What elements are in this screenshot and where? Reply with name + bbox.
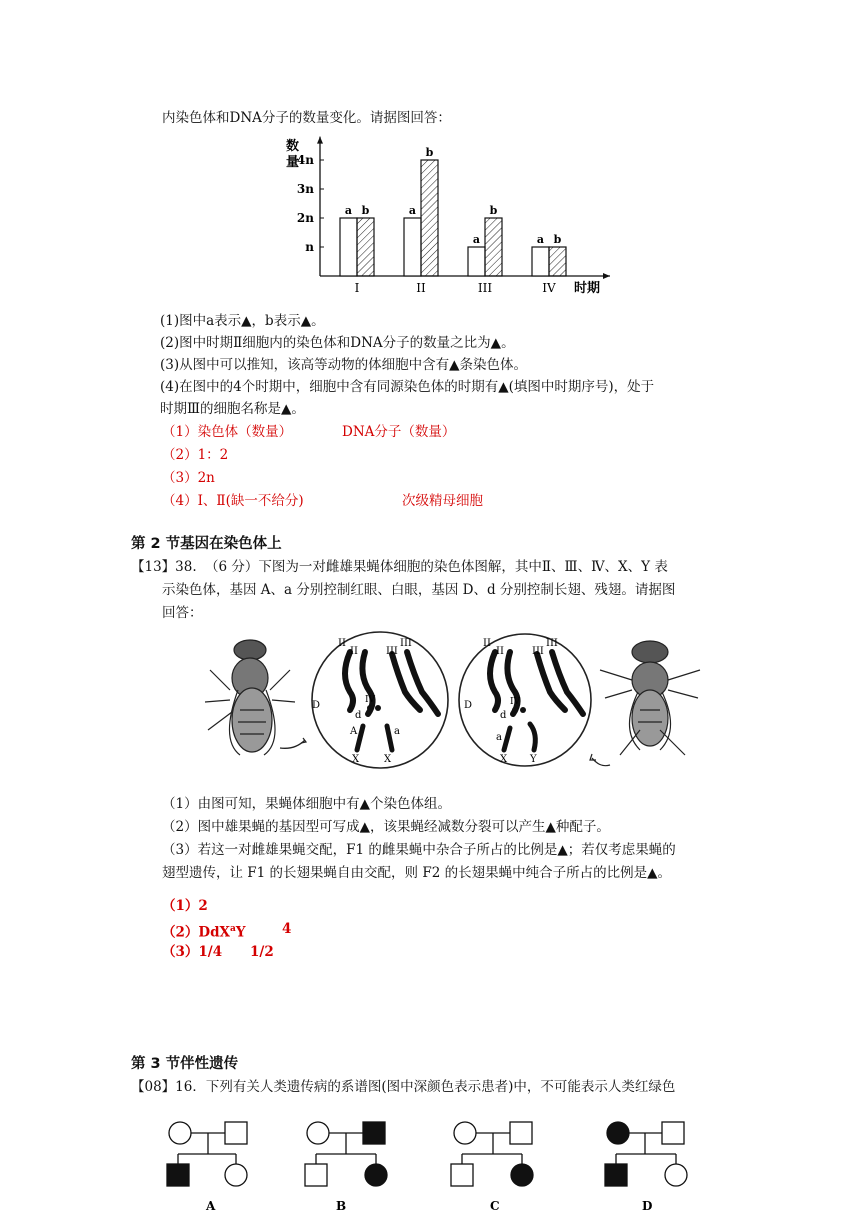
- section-3-title: 第 3 节伴性遗传: [131, 1056, 239, 1072]
- label-IV-b: IV: [510, 697, 521, 707]
- q1-line-1: (1)图中a表示▲，b表示▲。: [160, 313, 325, 329]
- answer-2: （2）1：2: [162, 447, 229, 463]
- q38-answer-2b: 4: [282, 921, 292, 937]
- x-axis-arrow: [603, 273, 610, 279]
- fruit-fly-chromosome-figure: [200, 630, 720, 780]
- label-X-2: X: [384, 754, 392, 765]
- x-tick-label: III: [477, 281, 493, 295]
- label-IV: IV: [365, 695, 376, 705]
- label-II-d: II: [496, 646, 504, 657]
- intro-line: 内染色体和DNA分子的数量变化。请据图回答：: [162, 110, 451, 126]
- bar-label-a: a: [408, 204, 417, 217]
- pedigree-label-b: B: [336, 1199, 347, 1213]
- label-D: D: [312, 700, 321, 711]
- bar-b: [421, 160, 438, 276]
- female-fly-drawing: [205, 640, 306, 755]
- q38-sub-4: 翅型遗传，让 F1 的长翅果蝇自由交配，则 F2 的长翅果蝇中纯合子所占的比例是▲。: [162, 865, 671, 881]
- x-tick-label: I: [354, 281, 360, 295]
- bar-label-b: b: [489, 204, 498, 217]
- bar-b: [485, 218, 502, 276]
- pedigree-label-a: A: [206, 1199, 216, 1213]
- answer-2-superscript: a: [230, 924, 236, 934]
- label-X-1: X: [352, 754, 360, 765]
- label-A: A: [350, 726, 358, 737]
- label-III-b: III: [400, 638, 412, 649]
- q38-sub-3: （3）若这一对雌雄果蝇交配，F1 的雌果蝇中杂合子所占的比例是▲；若仅考虑果蝇的: [162, 842, 676, 858]
- answer-1a: （1）染色体（数量）: [162, 424, 293, 440]
- label-II-c: II: [483, 638, 491, 649]
- bar-label-b: b: [425, 146, 434, 159]
- female-karyotype-circle: [312, 632, 448, 768]
- label-d: d: [355, 710, 362, 721]
- q1-line-2: (2)图中时期Ⅱ细胞内的染色体和DNA分子的数量之比为▲。: [160, 335, 515, 351]
- q38-line-3: 回答：: [162, 605, 203, 621]
- label-D-b: D: [464, 700, 473, 711]
- answer-4a: （4）Ⅰ、Ⅱ(缺一不给分): [162, 493, 304, 509]
- label-a: a: [394, 726, 400, 737]
- q16-line: 【08】16．下列有关人类遗传病的系谱图(图中深颜色表示患者)中，不可能表示人类红绿色: [131, 1079, 676, 1095]
- answer-4b: 次级精母细胞: [402, 493, 483, 509]
- section-2-title: 第 2 节基因在染色体上: [131, 536, 282, 552]
- q38-sub-2: （2）图中雄果蝇的基因型可写成▲，该果蝇经减数分裂可以产生▲种配子。: [162, 819, 610, 835]
- q38-sub-1: （1）由图可知，果蝇体细胞中有▲个染色体组。: [162, 796, 451, 812]
- label-III-a: III: [386, 646, 398, 657]
- label-II-a: II: [338, 638, 346, 649]
- q1-line-4: (4)在图中的4个时期中，细胞中含有同源染色体的时期有▲(填图中时期序号)，处于: [160, 379, 655, 395]
- pedigree-figure: [150, 1114, 710, 1214]
- q1-line-5: 时期Ⅲ的细胞名称是▲。: [160, 401, 305, 417]
- q1-line-3: (3)从图中可以推知，该高等动物的体细胞中含有▲条染色体。: [160, 357, 528, 373]
- y-tick-label: 4n: [296, 153, 314, 167]
- label-X-3: X: [500, 754, 508, 765]
- pedigree-label-c: C: [490, 1199, 500, 1213]
- bar-a: [340, 218, 357, 276]
- answer-1b: DNA分子（数量）: [342, 424, 456, 440]
- pedigree-label-d: D: [642, 1199, 653, 1213]
- bar-label-a: a: [344, 204, 353, 217]
- label-II-b: II: [350, 646, 358, 657]
- y-axis-arrow: [317, 137, 323, 144]
- y-axis-label-1: 数: [286, 139, 300, 154]
- label-III-d: III: [546, 638, 558, 649]
- q38-answer-3a: （3）1/4: [162, 944, 223, 960]
- male-fly-drawing: [590, 641, 700, 766]
- y-tick-label: 3n: [296, 182, 314, 196]
- q38-line-2: 示染色体，基因 A、a 分别控制红眼、白眼，基因 D、d 分别控制长翅、残翅。请据图: [162, 582, 676, 598]
- bar-a: [468, 247, 485, 276]
- q38-answer-3b: 1/2: [250, 944, 274, 960]
- pedigree-c: [451, 1122, 533, 1186]
- label-III-c: III: [532, 646, 544, 657]
- y-tick-label: n: [305, 240, 314, 254]
- bar-b: [357, 218, 374, 276]
- pedigree-d: [605, 1122, 687, 1186]
- bar-chart: [282, 136, 622, 301]
- bar-label-b: b: [553, 233, 562, 246]
- pedigree-a: [167, 1122, 247, 1186]
- bar-label-b: b: [361, 204, 370, 217]
- bar-b: [549, 247, 566, 276]
- x-tick-label: II: [416, 281, 426, 295]
- pedigree-b: [305, 1122, 387, 1186]
- x-tick-label: IV: [542, 281, 556, 295]
- q38-tag: 【13】38.: [131, 559, 197, 575]
- answer-2-genotype-end: Y: [235, 924, 246, 941]
- label-a-b: a: [496, 732, 502, 743]
- label-Y: Y: [530, 754, 537, 765]
- y-tick-label: 2n: [296, 211, 314, 225]
- male-karyotype-circle: [459, 634, 591, 766]
- y-axis-label-2: 量: [286, 155, 300, 170]
- q38-line-1: （6 分）下图为一对雌雄果蝇体细胞的染色体图解，其中Ⅱ、Ⅲ、Ⅳ、X、Y 表: [205, 559, 668, 575]
- answer-2-genotype: （2）DdX: [162, 924, 231, 941]
- q38-answer-2: [162, 919, 246, 943]
- bar-label-a: a: [536, 233, 545, 246]
- bar-a: [532, 247, 549, 276]
- answer-3: （3）2n: [162, 470, 215, 486]
- bar-a: [404, 218, 421, 276]
- x-axis-label: 时期: [574, 281, 601, 296]
- label-d-b: d: [500, 710, 507, 721]
- bar-label-a: a: [472, 233, 481, 246]
- q38-answer-1: （1）2: [162, 898, 208, 914]
